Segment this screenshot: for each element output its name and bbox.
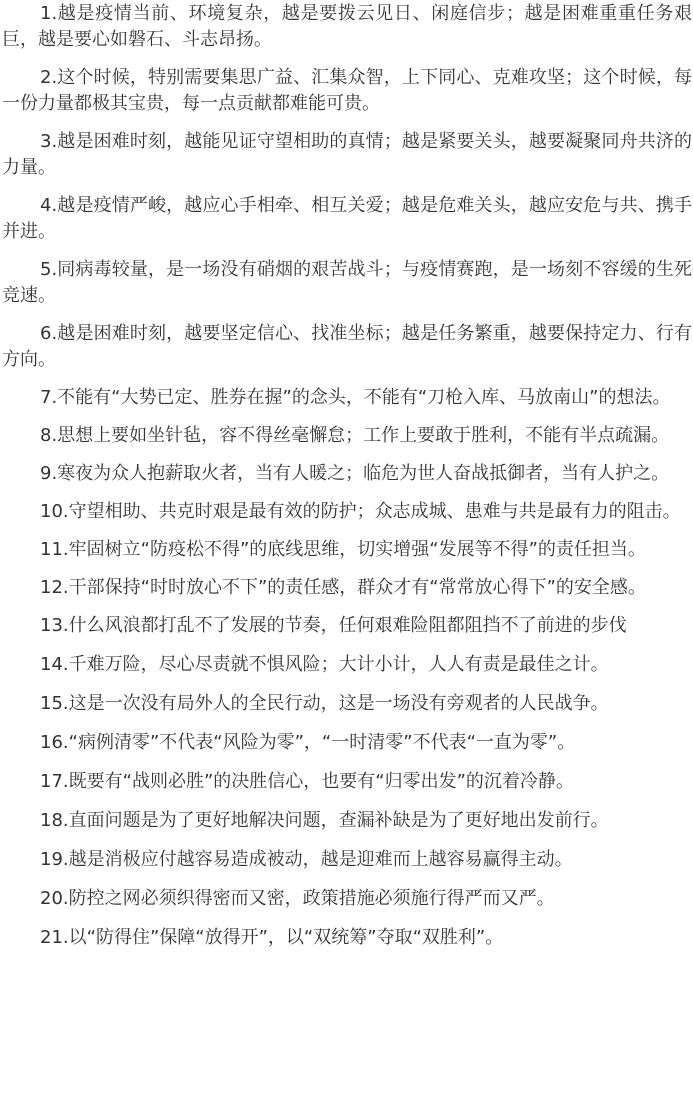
paragraph-10: 10.守望相助、共克时艰是最有效的防护；众志成城、患难与共是最有力的阻击。 <box>40 501 681 522</box>
paragraph-4: 4.越是疫情严峻，越应心手相牵、相互关爱；越是危难关头，越应安危与共、携手并进。 <box>2 195 692 242</box>
paragraph-20: 20.防控之网必须织得密而又密，政策措施必须施行得严而又严。 <box>40 888 555 909</box>
paragraph-5: 5.同病毒较量，是一场没有硝烟的艰苦战斗；与疫情赛跑，是一场刻不容缓的生死竞速。 <box>2 259 692 306</box>
paragraph-2: 2.这个时候，特别需要集思广益、汇集众智，上下同心、克难攻坚；这个时候，每一份力量都极其宝贵，每一点贡献都难能可贵。 <box>2 67 692 114</box>
paragraph-21: 21.以“防得住”保障“放得开”，以“双统筹”夺取“双胜利”。 <box>40 927 504 948</box>
paragraph-13: 13.什么风浪都打乱不了发展的节奏，任何艰难险阻都阻挡不了前进的步伐 <box>40 615 627 636</box>
paragraph-19: 19.越是消极应付越容易造成被动，越是迎难而上越容易赢得主动。 <box>40 849 573 870</box>
paragraph-17: 17.既要有“战则必胜”的决胜信心，也要有“归零出发”的沉着冷静。 <box>40 771 574 792</box>
paragraph-16: 16.“病例清零”不代表“风险为零”，“一时清零”不代表“一直为零”。 <box>40 732 576 753</box>
paragraph-15: 15.这是一次没有局外人的全民行动，这是一场没有旁观者的人民战争。 <box>40 693 609 714</box>
paragraph-3: 3.越是困难时刻，越能见证守望相助的真情；越是紧要关头，越要凝聚同舟共济的力量。 <box>2 131 692 178</box>
paragraph-12: 12.干部保持“时时放心不下”的责任感，群众才有“常常放心得下”的安全感。 <box>40 577 646 598</box>
paragraph-8: 8.思想上要如坐针毡，容不得丝毫懈怠；工作上要敢于胜利，不能有半点疏漏。 <box>40 425 670 446</box>
paragraph-11: 11.牢固树立“防疫松不得”的底线思维，切实增强“发展等不得”的责任担当。 <box>40 539 646 560</box>
paragraph-14: 14.千难万险，尽心尽责就不惧风险；大计小计，人人有责是最佳之计。 <box>40 654 609 675</box>
paragraph-7: 7.不能有“大势已定、胜券在握”的念头，不能有“刀枪入库、马放南山”的想法。 <box>40 387 671 408</box>
paragraph-18: 18.直面问题是为了更好地解决问题，查漏补缺是为了更好地出发前行。 <box>40 810 609 831</box>
paragraph-9: 9.寒夜为众人抱薪取火者，当有人暖之；临危为世人奋战抵御者，当有人护之。 <box>40 463 670 484</box>
paragraph-1: 1.越是疫情当前、环境复杂，越是要拨云见日、闲庭信步；越是困难重重任务艰巨，越是要心如磐石、斗志昂扬。 <box>2 3 692 50</box>
paragraph-6: 6.越是困难时刻，越要坚定信心、找准坐标；越是任务繁重，越要保持定力、行有方向。 <box>2 323 692 370</box>
article-body <box>2 0 692 951</box>
